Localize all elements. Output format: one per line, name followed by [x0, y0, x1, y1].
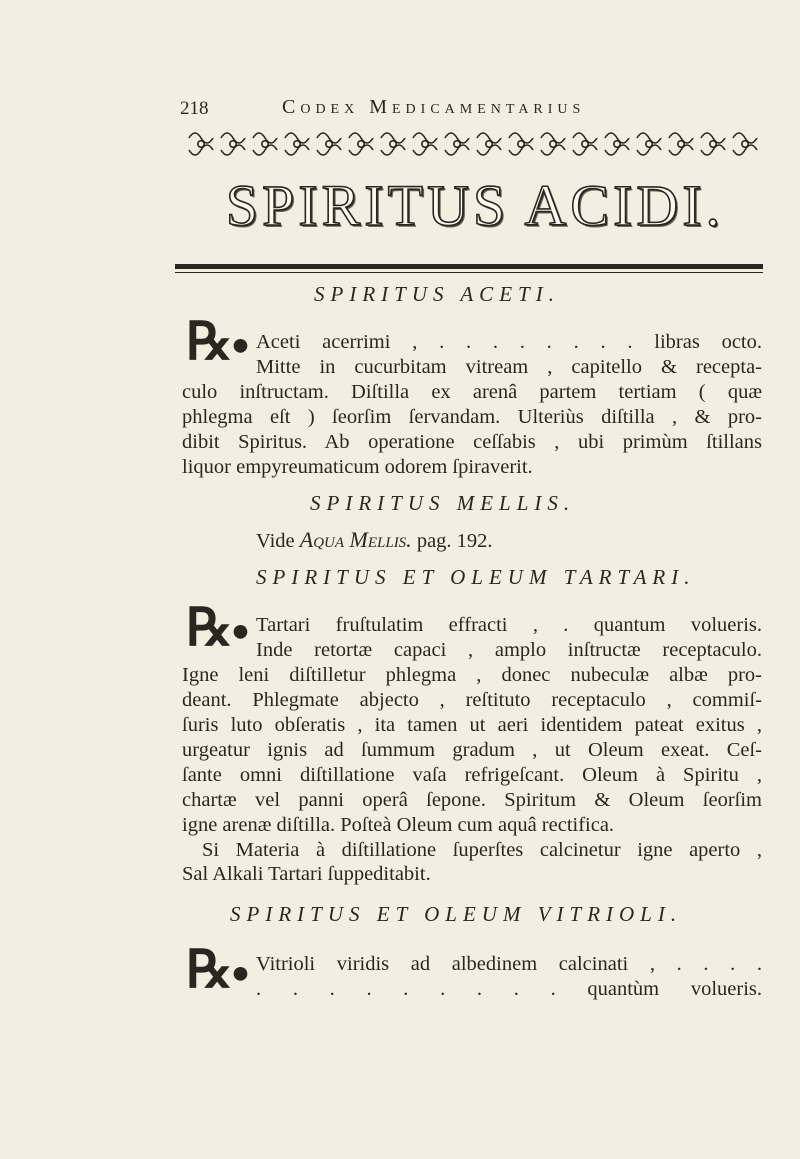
text-line: Inde retortæ capaci , amplo inſtructæ receptaculo.	[256, 639, 762, 661]
text-line: deant. Phlegmate abjecto , reſtituto receptaculo , commiſ-	[182, 689, 762, 711]
text-line: dibit Spiritus. Ab operatione ceſſabis , ubi primùm ſtillans	[182, 431, 762, 453]
text-line: ſante omni diſtillatione vaſa refrigeſcant. Oleum à Spiritu ,	[182, 764, 762, 786]
section-heading-mellis: SPIRITUS MELLIS.	[310, 491, 576, 515]
text-line: culo inſtructam. Diſtilla ex arenâ partem tertiam ( quæ	[182, 381, 762, 403]
section-heading-aceti: SPIRITUS ACETI.	[314, 282, 560, 306]
text-line: ſuris luto obſeratis , ita tamen ut aeri identidem pateat exitus ,	[182, 714, 762, 736]
reference-title: Aqua Mellis.	[299, 527, 412, 552]
text-line: Si Materia à diſtillatione ſuperſtes calcinetur igne aperto ,	[202, 839, 762, 861]
text-line: Vitrioli viridis ad albedinem calcinati , . . . .	[256, 953, 762, 975]
text-line: Aceti acerrimi , . . . . . . . . libras octo.	[256, 331, 762, 353]
text-line: Tartari fruſtulatim effracti , . quantum volueris.	[256, 614, 762, 636]
recipe-symbol-vitrioli: ℞●	[186, 939, 249, 1000]
main-title: SPIRITUS ACIDI.	[225, 173, 725, 238]
recipe-symbol-aceti: ℞●	[186, 311, 249, 372]
text-line: Mitte in cucurbitam vitream , capitello & recepta-	[256, 356, 762, 378]
running-head	[180, 96, 650, 126]
section-heading-vitrioli: SPIRITUS ET OLEUM VITRIOLI.	[230, 902, 683, 926]
text-line: liquor empyreumaticum odorem ſpiraverit.	[182, 456, 533, 478]
text-line: phlegma eſt ) ſeorſim ſervandam. Ulteriùs diſtilla , & pro-	[182, 406, 762, 428]
text-line: Igne leni diſtilletur phlegma , donec nubeculæ albæ pro-	[182, 664, 762, 686]
text-line: . . . . . . . . . quantùm volueris.	[256, 978, 762, 1000]
cross-reference	[256, 528, 762, 553]
running-title: Codex Medicamentarius	[282, 96, 586, 118]
recipe-symbol-tartari: ℞●	[186, 597, 249, 658]
thin-rule	[175, 272, 763, 273]
reference-page: pag. 192.	[416, 530, 493, 552]
thick-rule	[175, 264, 763, 269]
text-line: igne arenæ diſtilla. Poſteà Oleum cum aquâ rectifica.	[182, 814, 615, 836]
text-line: chartæ vel panni operâ ſepone. Spiritum & Oleum ſeorſim	[182, 789, 762, 811]
text-line: Sal Alkali Tartari ſuppeditabit.	[182, 863, 431, 885]
section-heading-tartari: SPIRITUS ET OLEUM TARTARI.	[256, 565, 696, 589]
ornament-band	[185, 126, 763, 160]
page-number: 218	[180, 98, 209, 119]
text-line: urgeatur ignis ad ſummum gradum , ut Oleum exeat. Ceſ-	[182, 739, 762, 761]
reference-prefix: Vide	[256, 530, 295, 552]
